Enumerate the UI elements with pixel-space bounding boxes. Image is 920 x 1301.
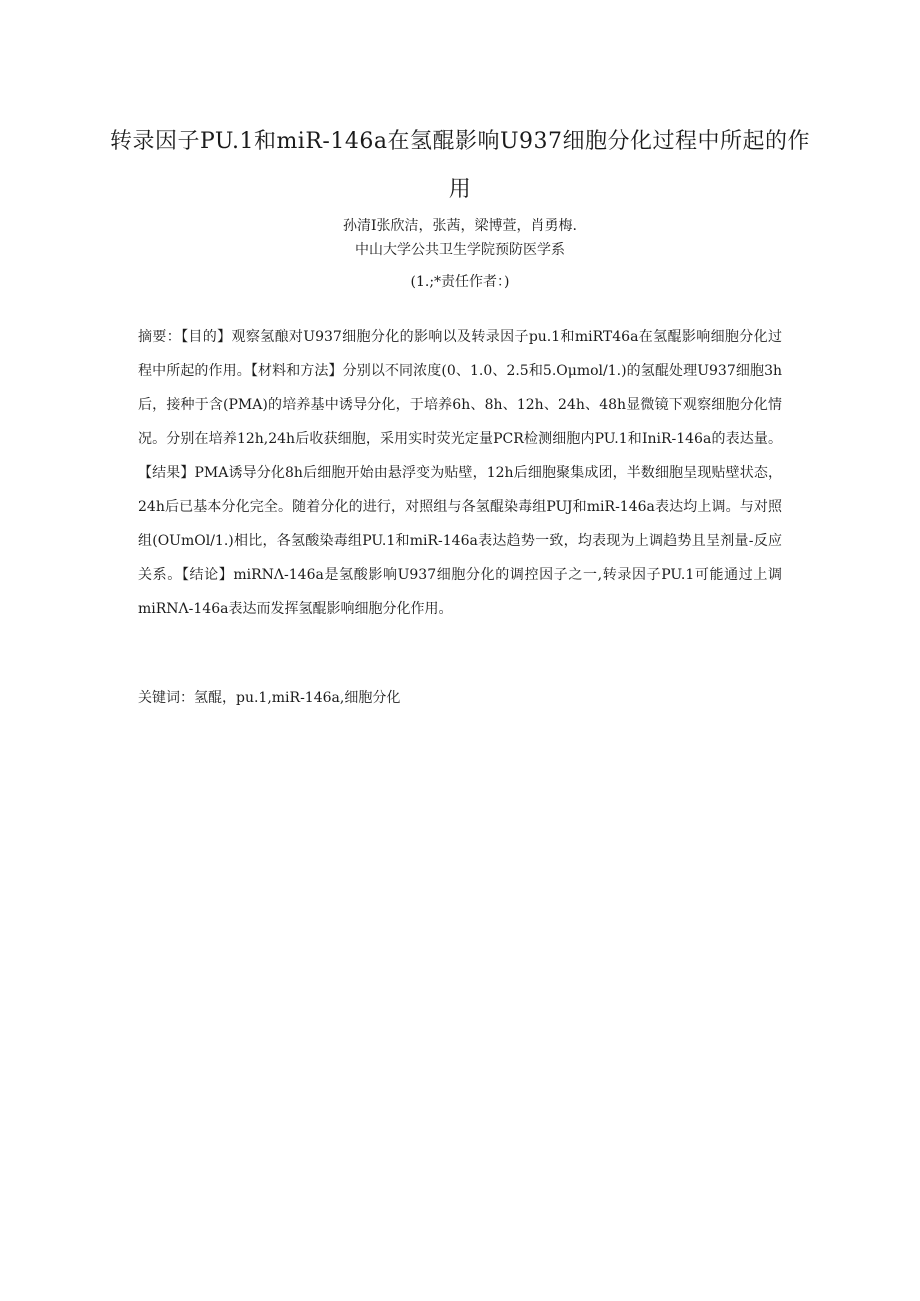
author-block	[110, 214, 810, 262]
author-names: 孙清I张欣洁，张茜，梁博萱，肖勇梅.	[343, 218, 577, 234]
correspondence-note: (1.;*责任作者：)	[410, 274, 510, 290]
abstract-paragraph: 摘要：【目的】观察氢酿对U937细胞分化的影响以及转录因子pu.1和miRT46a在氢醌影响细胞分化过程中所起的作用。【材料和方法】分别以不同浓度(0、1.0、2.5和5.Oμmol/1.)的氢醌处理U937细胞3h后，接种于含(PMA)的培养基中诱导分化，于培养6h、8h、12h、24h、48h显微镜下观察细胞分化情况。分别在培养12h,24h后收获细胞，采用实时荧光定量PCR检测细胞内PU.1和IniR-146a的表达量。【结果】PMA诱导分化8h后细胞开始由悬浮变为贴壁，12h后细胞聚集成团，半数细胞呈现贴壁状态，24h后已基本分化完全。随着分化的进行，对照组与各氢醌染毒组PUJ和miR-146a表达均上调。与对照组(OUmOl/1.)相比，各氢酸染毒组PU.1和miR-146a表达趋势一致，均表现为上调趋势且呈剂量-反应关系。【结论】miRNΛ-146a是氢酸影响U937细胞分化的调控因子之一,转录因子PU.1可能通过上调miRNΛ-146a表达而发挥氢醌影响细胞分化作用。	[138, 329, 782, 617]
keywords-line: 关键词：氢醌，pu.1,miR-146a,细胞分化	[138, 690, 401, 706]
author-affiliation: 中山大学公共卫生学院预防医学系	[355, 242, 565, 258]
paper-title: 转录因子PU.1和miR-146a在氢醌影响U937细胞分化过程中所起的作用	[110, 129, 810, 202]
